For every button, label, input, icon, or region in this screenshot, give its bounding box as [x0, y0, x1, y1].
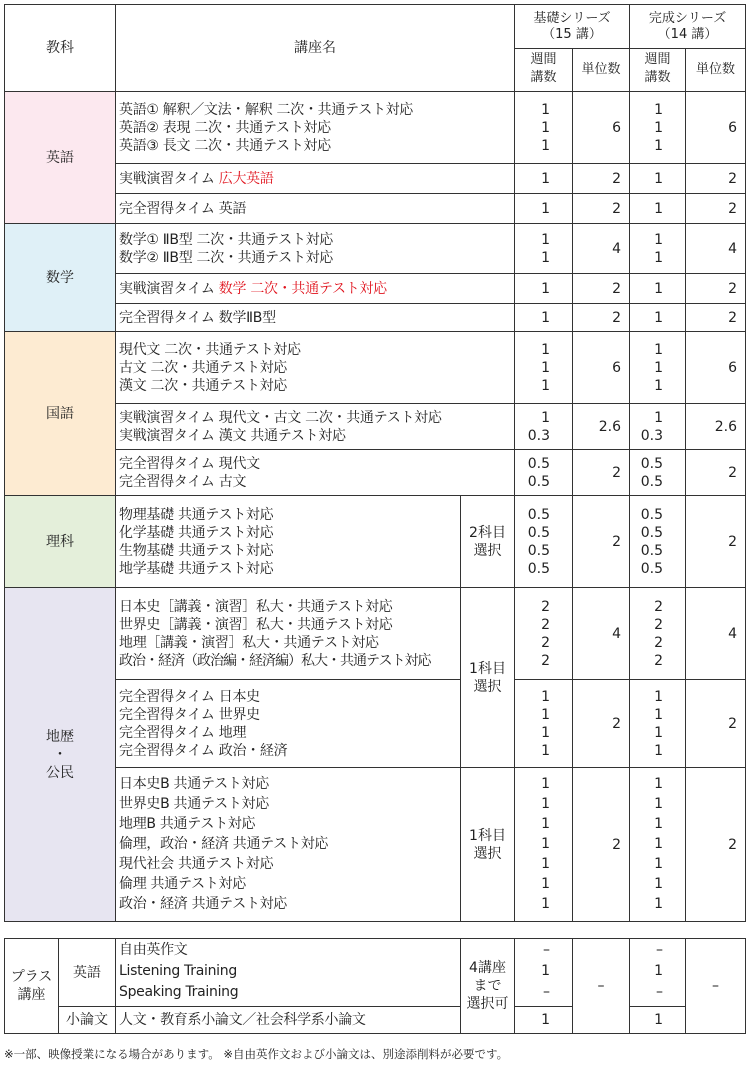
- subject-science: 理科: [5, 496, 116, 588]
- table-row: [5, 939, 746, 1007]
- basic-units: 2: [573, 164, 630, 194]
- basic-weekly: 1: [515, 164, 573, 194]
- header-subject: 教科: [5, 5, 116, 92]
- course-cell: 日本史B 共通テスト対応 世界史B 共通テスト対応 地理B 共通テスト対応 倫理，政治・経済 共通テスト対応 現代社会 共通テスト対応 倫理 共通テスト対応 政治・経済 共通テスト対応: [116, 768, 461, 922]
- weekly-line-2: 講数: [530, 70, 557, 85]
- complete-series-count: （14 講）: [657, 26, 718, 42]
- course-line: 英語② 表現 二次・共通テスト対応: [119, 119, 331, 136]
- course-cell: 人文・教育系小論文／社会科学系小論文: [116, 1007, 461, 1034]
- table-row: [5, 496, 746, 588]
- table-row: [5, 304, 746, 332]
- basic-weekly-header: [515, 49, 573, 92]
- subject-math: 数学: [5, 224, 116, 332]
- course-cell: 完全習得タイム 現代文 完全習得タイム 古文: [116, 450, 515, 496]
- header-complete: [630, 5, 746, 49]
- basic-units: –: [573, 939, 630, 1034]
- basic-units: 4: [573, 588, 630, 680]
- basic-units-header: 単位数: [573, 49, 630, 92]
- basic-weekly: 1 0.3: [515, 404, 573, 450]
- complete-weekly: 1 1 1: [630, 92, 686, 164]
- plus-english-label: 英語: [59, 939, 116, 1007]
- complete-weekly: 1: [630, 164, 686, 194]
- basic-units: 2: [573, 768, 630, 922]
- table-row: [5, 450, 746, 496]
- basic-weekly: 1 1: [515, 224, 573, 274]
- table-row: [5, 332, 746, 404]
- basic-weekly: 1 1 1: [515, 92, 573, 164]
- complete-units: 2: [686, 680, 746, 768]
- basic-units: 2: [573, 450, 630, 496]
- basic-weekly: 1 1 1: [515, 332, 573, 404]
- complete-units: 2: [686, 450, 746, 496]
- basic-weekly: 1 1 1 1 1 1 1: [515, 768, 573, 922]
- course-cell: 実戦演習タイム 広大英語: [116, 164, 515, 194]
- basic-series-count: （15 講）: [542, 26, 602, 42]
- subject-social: 地歴 ・ 公民: [5, 588, 116, 922]
- complete-weekly: 2 2 2 2: [630, 588, 686, 680]
- highlight-text: 数学 二次・共通テスト対応: [218, 280, 387, 297]
- table-row: [5, 274, 746, 304]
- table-row: [5, 404, 746, 450]
- complete-units: 2: [686, 274, 746, 304]
- complete-weekly: 1: [630, 194, 686, 224]
- basic-weekly: – 1 –: [515, 939, 573, 1007]
- complete-units: 2: [686, 768, 746, 922]
- basic-units: 2: [573, 194, 630, 224]
- basic-weekly: 2 2 2 2: [515, 588, 573, 680]
- complete-units: –: [686, 939, 746, 1034]
- basic-series-label: 基礎シリーズ: [533, 10, 611, 26]
- complete-weekly: 1 1 1: [630, 332, 686, 404]
- course-table: [4, 4, 746, 922]
- complete-units: 2: [686, 194, 746, 224]
- weekly-line-1: 週間: [530, 52, 557, 67]
- table-row: [5, 768, 746, 922]
- complete-units: 2: [686, 496, 746, 588]
- basic-units: 2: [573, 680, 630, 768]
- course-cell: [116, 92, 515, 164]
- highlight-text: 広大英語: [218, 170, 274, 187]
- complete-units: 2: [686, 164, 746, 194]
- table-row: [5, 588, 746, 680]
- selection-note: 1科目 選択: [461, 588, 515, 768]
- table-row: [5, 164, 746, 194]
- plus-ronbun-label: 小論文: [59, 1007, 116, 1034]
- basic-weekly: 1: [515, 194, 573, 224]
- complete-weekly: 1 1: [630, 224, 686, 274]
- basic-units: 2: [573, 496, 630, 588]
- basic-units: 6: [573, 92, 630, 164]
- header-basic: [515, 5, 630, 49]
- complete-weekly: – 1 –: [630, 939, 686, 1007]
- complete-weekly: 0.5 0.5: [630, 450, 686, 496]
- selection-note: 4講座 まで 選択可: [461, 939, 515, 1034]
- complete-weekly: 1 1 1 1: [630, 680, 686, 768]
- basic-units: 2.6: [573, 404, 630, 450]
- selection-note: 2科目 選択: [461, 496, 515, 588]
- basic-weekly: 0.5 0.5: [515, 450, 573, 496]
- complete-weekly: 1: [630, 274, 686, 304]
- course-cell: 現代文 二次・共通テスト対応 古文 二次・共通テスト対応 漢文 二次・共通テスト対応: [116, 332, 515, 404]
- complete-units: 6: [686, 332, 746, 404]
- course-cell: 実戦演習タイム 数学 二次・共通テスト対応: [116, 274, 515, 304]
- basic-units: 4: [573, 224, 630, 274]
- complete-weekly: 0.5 0.5 0.5 0.5: [630, 496, 686, 588]
- basic-weekly: 1: [515, 304, 573, 332]
- subject-english: 英語: [5, 92, 116, 224]
- course-cell: 数学① ⅡB型 二次・共通テスト対応 数学② ⅡB型 二次・共通テスト対応: [116, 224, 515, 274]
- basic-weekly: 1: [515, 1007, 573, 1034]
- complete-weekly-header: [630, 49, 686, 92]
- course-cell: 実戦演習タイム 現代文・古文 二次・共通テスト対応 実戦演習タイム 漢文 共通テスト対応: [116, 404, 515, 450]
- complete-units: 6: [686, 92, 746, 164]
- course-cell: 日本史［講義・演習］私大・共通テスト対応 世界史［講義・演習］私大・共通テスト対応 地理［講義・演習］私大・共通テスト対応 政治・経済（政治編・経済編）私大・共通テスト対応: [116, 588, 461, 680]
- complete-weekly: 1 1 1 1 1 1 1: [630, 768, 686, 922]
- selection-note: 1科目 選択: [461, 768, 515, 922]
- footnote: ※一部、映像授業になる場合があります。 ※自由英作文および小論文は、別途添削料が必要です。: [4, 1047, 509, 1061]
- table-row: [5, 680, 746, 768]
- complete-units: 4: [686, 588, 746, 680]
- plus-course-table: [4, 938, 746, 1034]
- complete-weekly: 1: [630, 1007, 686, 1034]
- table-row: [5, 224, 746, 274]
- complete-weekly: 1 0.3: [630, 404, 686, 450]
- basic-units: 2: [573, 304, 630, 332]
- course-cell: 物理基礎 共通テスト対応 化学基礎 共通テスト対応 生物基礎 共通テスト対応 地学基礎 共通テスト対応: [116, 496, 461, 588]
- header-course: 講座名: [116, 5, 515, 92]
- plus-title: プラス 講座: [5, 939, 59, 1034]
- complete-units: 2: [686, 304, 746, 332]
- course-cell: 完全習得タイム 数学ⅡB型: [116, 304, 515, 332]
- complete-units-header: 単位数: [686, 49, 746, 92]
- weekly-line-2: 講数: [644, 70, 671, 85]
- table-row: [5, 1007, 746, 1034]
- course-cell: 自由英作文 Listening Training Speaking Training: [116, 939, 461, 1007]
- basic-weekly: 1 1 1 1: [515, 680, 573, 768]
- basic-weekly: 0.5 0.5 0.5 0.5: [515, 496, 573, 588]
- course-cell: 完全習得タイム 英語: [116, 194, 515, 224]
- complete-series-label: 完成シリーズ: [648, 10, 727, 26]
- course-line: 英語① 解釈／文法・解釈 二次・共通テスト対応: [119, 101, 413, 118]
- basic-units: 2: [573, 274, 630, 304]
- complete-weekly: 1: [630, 304, 686, 332]
- course-line: 英語③ 長文 二次・共通テスト対応: [119, 137, 331, 154]
- basic-weekly: 1: [515, 274, 573, 304]
- table-row: [5, 92, 746, 164]
- course-cell: 完全習得タイム 日本史 完全習得タイム 世界史 完全習得タイム 地理 完全習得タイム 政治・経済: [116, 680, 461, 768]
- subject-japanese: 国語: [5, 332, 116, 496]
- table-row: [5, 194, 746, 224]
- basic-units: 6: [573, 332, 630, 404]
- complete-units: 2.6: [686, 404, 746, 450]
- complete-units: 4: [686, 224, 746, 274]
- weekly-line-1: 週間: [644, 52, 671, 67]
